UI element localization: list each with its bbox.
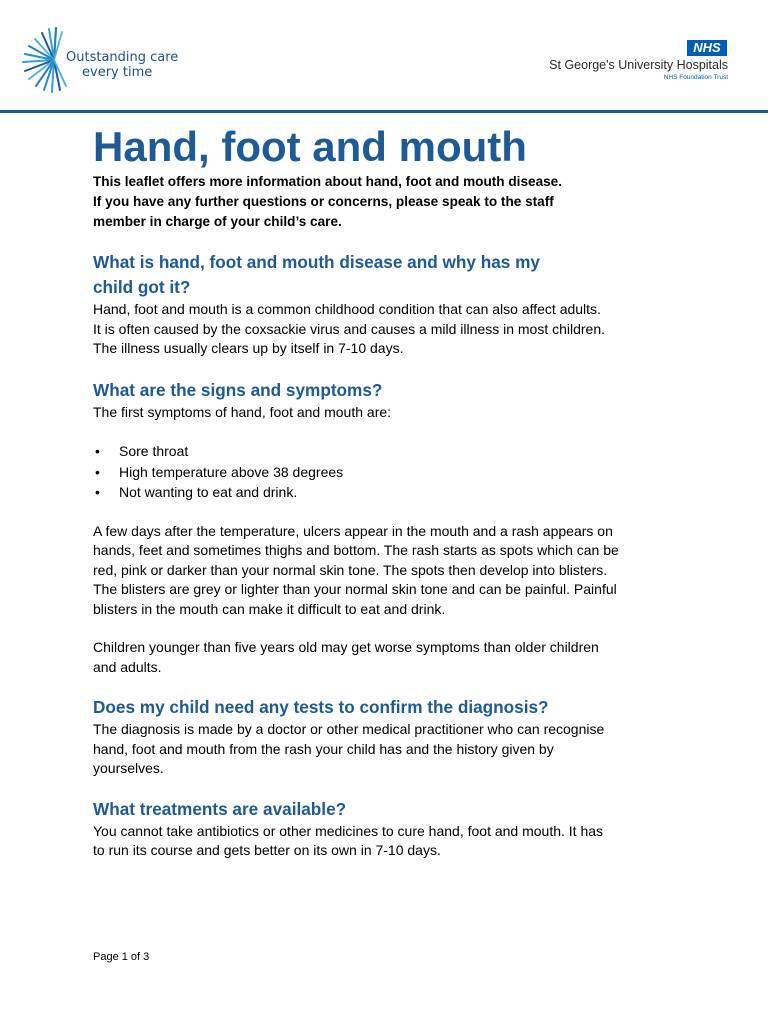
page-number: Page 1 of 3 bbox=[93, 951, 150, 963]
list-item-text: Not wanting to eat and drink. bbox=[119, 484, 298, 500]
section-heading: What is hand, foot and mouth disease and why has my bbox=[93, 252, 540, 272]
body-line: red, pink or darker than your normal skin tone. The spots then develop into blisters. bbox=[93, 561, 608, 578]
section-tests bbox=[93, 695, 693, 779]
body-line: The blisters are grey or lighter than your normal skin tone and can be painful. Painful bbox=[93, 581, 617, 597]
body-line: blisters in the mouth can make it difficult to eat and drink. bbox=[93, 600, 446, 617]
body-line: The first symptoms of hand, foot and mouth are: bbox=[93, 403, 392, 420]
body-line: A few days after the temperature, ulcers appear in the mouth and a rash appears on bbox=[93, 522, 613, 539]
list-item bbox=[93, 441, 693, 462]
body-line: The illness usually clears up by itself in 7-10 days. bbox=[93, 340, 404, 356]
header-divider bbox=[0, 110, 768, 113]
body-line: It is often caused by the coxsackie virus and causes a mild illness in most children. bbox=[93, 320, 606, 337]
bullet-icon: • bbox=[95, 443, 100, 459]
logo-tagline bbox=[66, 50, 178, 80]
section-heading: What are the signs and symptoms? bbox=[93, 379, 383, 400]
body-line: Children younger than five years old may get worse symptoms than older children bbox=[93, 639, 599, 655]
organisation-name: St George's University Hospitals bbox=[549, 58, 728, 72]
body-line: to run its course and gets better on its own in 7-10 days. bbox=[93, 842, 441, 858]
body-line: The diagnosis is made by a doctor or other medical practitioner who can recognise bbox=[93, 721, 605, 737]
nhs-logo-badge: NHS bbox=[687, 40, 727, 56]
section-heading: Does my child need any tests to confirm the diagnosis? bbox=[93, 697, 549, 717]
bullet-icon: • bbox=[95, 484, 100, 500]
bullet-icon: • bbox=[95, 463, 100, 480]
leaflet-content bbox=[93, 122, 693, 861]
section-heading: What treatments are available? bbox=[93, 798, 347, 819]
page-header bbox=[0, 0, 768, 112]
section-heading: child got it? bbox=[93, 277, 191, 297]
list-item bbox=[93, 462, 693, 483]
section-what-is bbox=[93, 250, 693, 359]
page-title: Hand, foot and mouth bbox=[93, 123, 527, 170]
body-line: You cannot take antibiotics or other medicines to cure hand, foot and mouth. It has bbox=[93, 822, 604, 839]
section-treatments bbox=[93, 797, 693, 861]
intro-line: This leaflet offers more information about hand, foot and mouth disease. bbox=[93, 174, 563, 189]
intro-line: If you have any further questions or concerns, please speak to the staff bbox=[93, 194, 554, 209]
intro-line: member in charge of your child’s care. bbox=[93, 214, 342, 229]
list-item-text: Sore throat bbox=[119, 443, 189, 459]
list-item bbox=[93, 482, 693, 503]
list-item-text: High temperature above 38 degrees bbox=[119, 463, 344, 480]
tagline-line1: Outstanding care bbox=[66, 50, 179, 65]
tagline-line2: every time bbox=[82, 65, 153, 80]
body-line: hand, foot and mouth from the rash your child has and the history given by bbox=[93, 740, 554, 757]
body-line: and adults. bbox=[93, 658, 162, 675]
body-line: yourselves. bbox=[93, 760, 164, 776]
body-line: Hand, foot and mouth is a common childhood condition that can also affect adults. bbox=[93, 301, 601, 317]
symptom-list bbox=[93, 441, 693, 503]
intro-block bbox=[93, 172, 693, 232]
organisation-trust: NHS Foundation Trust bbox=[663, 74, 728, 81]
body-line: hands, feet and sometimes thighs and bottom. The rash starts as spots which can be bbox=[93, 542, 619, 558]
section-symptoms bbox=[93, 378, 693, 678]
